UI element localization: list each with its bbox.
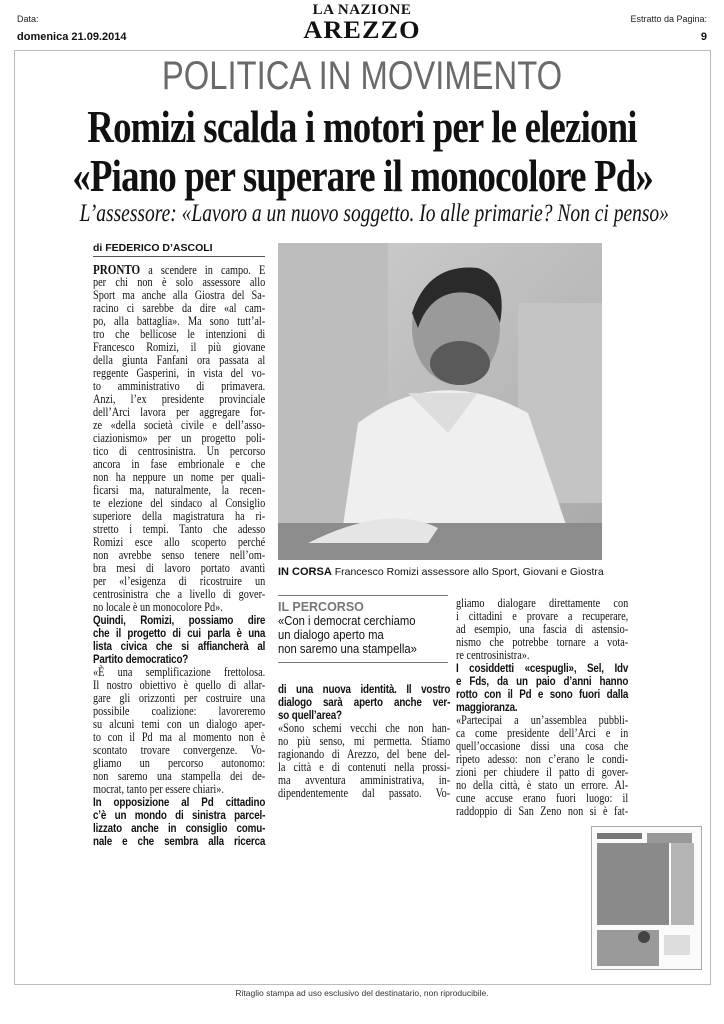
lead-text: a scendere in campo. E — [148, 263, 266, 277]
byline: di FEDERICO D’ASCOLI — [93, 242, 265, 257]
text-line: bra mesi di lavoro portato avanti — [93, 561, 266, 575]
quote-line: non saremo una stampella» — [278, 642, 417, 656]
masthead-title: LA NAZIONE — [312, 2, 412, 18]
text-line: tico di centrosinistra. Un percorso — [93, 444, 266, 458]
text-line: mocrat, tanto per essere chiari». — [93, 782, 224, 796]
text-line: no della città, è stato un errore. Al- — [456, 778, 629, 792]
text-line: della giunta Fanfani ora passata al — [93, 353, 266, 367]
text-line: per «l’esigenza di ricostruire un — [93, 574, 266, 588]
answer-1 — [93, 666, 265, 796]
text-line: stretto i tempi. Tanto che adesso — [93, 522, 266, 536]
text-line: Quindi, Romizi, possiamo dire — [93, 613, 266, 627]
text-line: non avrebbe senso tenere nell’om- — [93, 548, 266, 562]
column-2 — [278, 683, 450, 800]
text-line: Anzi, l’ex presidente provinciale — [93, 392, 266, 406]
text-line: non ha neppure un nome per quali- — [93, 470, 266, 484]
text-line: ze «della società civile e dell’asso- — [93, 418, 266, 432]
text-line: i cittadini e provare a recuperare, — [456, 609, 629, 623]
caption-text: Francesco Romizi assessore allo Sport, Giovani e Giostra — [334, 566, 604, 578]
answer-3 — [278, 722, 450, 800]
text-line: In opposizione al Pd cittadino — [93, 795, 266, 809]
question-1 — [93, 614, 265, 666]
text-line: ragionando di Arezzo, del bene del- — [278, 747, 451, 761]
text-line: te elezione del sindaco al Consiglio — [93, 496, 266, 510]
text-line: no locale è un monocolore Pd». — [93, 600, 223, 614]
text-line: ca come presidente dell’Arci e in — [456, 726, 629, 740]
text-line: gliamo dialogare direttamente con — [456, 596, 629, 610]
paragraph-1 — [93, 276, 265, 614]
text-line: di una nuova identità. Il vostro — [278, 682, 451, 696]
text-line: cune accuse erano fuori luogo: il — [456, 791, 629, 805]
text-line: dipendentemente dal passato. Vo- — [278, 786, 451, 800]
text-line: I cosiddetti «cespugli», Sel, Idv — [456, 661, 629, 675]
kicker: POLITICA IN MOVIMENTO — [161, 54, 563, 98]
text-line: la città e di contenuti nella prossi- — [278, 760, 451, 774]
text-line: Francesco Romizi, il più giovane — [93, 340, 266, 354]
subheadline: L’assessore: «Lavoro a un nuovo soggetto. Io alle primarie? Non ci penso» — [79, 200, 669, 227]
text-line: ficarsi ma, naturalmente, la recen- — [93, 483, 266, 497]
quote-box-label: IL PERCORSO — [278, 600, 364, 614]
text-line: gliamo un percorso autonomo: — [93, 756, 266, 770]
photo-caption — [278, 566, 618, 578]
text-line: gare gli orizzonti per costruire una — [93, 691, 266, 705]
question-4 — [456, 662, 628, 714]
text-line: so quell’area? — [278, 708, 342, 722]
text-line: zioni per chiudere il patto di gover- — [456, 765, 629, 779]
photo-francesco-romizi — [278, 243, 602, 560]
date-value: domenica 21.09.2014 — [17, 31, 127, 43]
text-line: per chi non è solo assessore allo — [93, 275, 266, 289]
text-line: quell’occasione dissi una cosa che — [456, 739, 629, 753]
text-line: «È una semplificazione frettolosa. — [93, 665, 266, 679]
text-line: «Sono schemi vecchi che non han- — [278, 721, 451, 735]
column-3 — [456, 597, 628, 818]
text-line: superiore della magistratura ha ri- — [93, 509, 266, 523]
quote-box — [278, 595, 448, 663]
text-line: Il nostro obiettivo è quello di allar- — [93, 678, 266, 692]
text-line: «Partecipai a un’assemblea pubbli- — [456, 713, 629, 727]
text-line: tro che bellicose le intenzioni di — [93, 327, 266, 341]
question-3 — [278, 683, 450, 722]
text-line: scontato trovare convergenze. Vo- — [93, 743, 266, 757]
column-1 — [93, 263, 265, 848]
text-line: dell’Arci lavora per aggregare for- — [93, 405, 266, 419]
text-line: Partito democratico? — [93, 652, 189, 666]
text-line: no più senso, mi permetta. Stiamo — [278, 734, 451, 748]
text-line: nismo che potrebbe tornare a vota- — [456, 635, 629, 649]
headline-1: Romizi scalda i motori per le elezioni — [87, 101, 637, 152]
text-line: to con il Pd ma al momento non è — [93, 730, 266, 744]
text-line: nale e che sembra alla ricerca — [93, 834, 266, 848]
text-line: c’è un mondo di sinistra parcel- — [93, 808, 266, 822]
text-line: e Fds, da un paio d’anni hanno — [456, 674, 629, 688]
text-line: ciazionismo» per un progetto poli- — [93, 431, 266, 445]
quote-line: un dialogo aperto ma — [278, 628, 384, 642]
text-line: to amministrativo di primavera. — [93, 379, 266, 393]
text-line: su alcuni temi con un dialogo aper- — [93, 717, 266, 731]
quote-line: «Con i democrat cerchiamo — [278, 614, 416, 628]
text-line: non saremo una stampella dei de- — [93, 769, 266, 783]
text-line: dialogo sarà aperto anche ver- — [278, 695, 451, 709]
headline-2: «Piano per superare il monocolore Pd» — [72, 150, 654, 201]
text-line: Romizi esce allo scoperto perché — [93, 535, 266, 549]
text-line: ancora in fase embrionale e che — [93, 457, 266, 471]
page-number: 9 — [700, 31, 707, 43]
text-line: ma avventura amministrativa, in- — [278, 773, 451, 787]
question-2 — [93, 796, 265, 848]
lead-word: PRONTO — [93, 262, 141, 277]
answer-4 — [456, 714, 628, 818]
page-thumbnail — [591, 826, 702, 970]
page-label: Estratto da Pagina: — [630, 14, 707, 24]
text-line: lista civica che si affiancherà al — [93, 639, 266, 653]
text-line: re centrosinistra». — [456, 648, 530, 662]
text-line: raddoppio di San Zeno non si è fat- — [456, 804, 629, 818]
text-line: lizzato anche in consiglio comu- — [93, 821, 266, 835]
answer-3-cont — [456, 597, 628, 662]
text-line: Sport ma anche alla Giostra del Sa- — [93, 288, 266, 302]
text-line: reggente Gasperini, in vista del vo- — [93, 366, 266, 380]
text-line: che il progetto di cui parla è una — [93, 626, 266, 640]
text-line: racino ci sarebbe da dire «al cam- — [93, 301, 266, 315]
text-line: ad esempio, una fascia di astensio- — [456, 622, 629, 636]
text-line: centrosinistra che a livello di gover- — [93, 587, 266, 601]
caption-label: IN CORSA — [278, 566, 332, 578]
text-line: possibile coalizione: lavoreremo — [93, 704, 266, 718]
text-line: maggioranza. — [456, 700, 518, 714]
date-label: Data: — [17, 14, 39, 24]
footer-notice: Ritaglio stampa ad uso esclusivo del destinatario, non riproducibile. — [235, 988, 489, 998]
masthead-city: AREZZO — [303, 17, 421, 44]
text-line: po, alla battaglia». Ma sono tutt’al- — [93, 314, 266, 328]
text-line: rotto con il Pd e sono fuori dalla — [456, 687, 629, 701]
text-line: ripeto adesso: non c’erano le condi- — [456, 752, 629, 766]
